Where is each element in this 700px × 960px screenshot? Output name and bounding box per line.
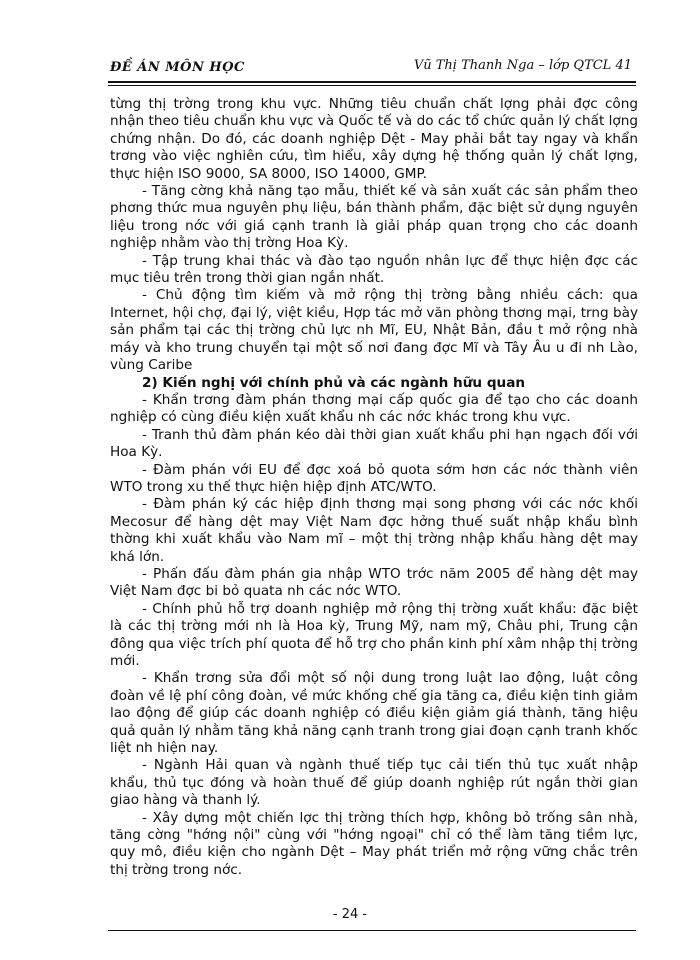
page-body [110,96,638,879]
header-document-title: ĐỀ ÁN MÔN HỌC [110,60,245,75]
header-author: Vũ Thị Thanh Nga – lớp QTCL 41 [413,58,632,73]
paragraph-labor-law: - Khẩn trơng sửa đổi một số nội dung trong luật lao động, luật công đoàn về lệ phí công đoàn, về mức khống chế gia tăng ca, điều kiện tinh giảm lao động để giúp các doanh nghiệp có điều kiện giảm giá thành, tăng hiệu quả quản lý nhằm tăng khả năng cạnh tranh trong giai đoạn cạnh tranh khốc liệt nh hiện nay. [110,670,638,757]
paragraph-human-resources: - Tập trung khai thác và đào tạo nguồn nhân lực để thực hiện đợc các mục tiêu trên trong thời gian ngắn nhất. [110,252,638,287]
paragraph-eu-negotiation: - Đàm phán với EU để đợc xoá bỏ quota sớm hơn các nớc thành viên WTO trong xu thế thực hiện hiệp định ATC/WTO. [110,461,638,495]
paragraph-trade-negotiation: - Khẩn trơng đàm phán thơng mại cấp quốc gia để tạo cho các doanh nghiệp có cùng điều kiện xuất khẩu nh các nớc khác trong khu vực. [110,391,638,426]
paragraph-government-support: - Chính phủ hỗ trợ doanh nghiệp mở rộng thị trờng xuất khẩu: đặc biệt là các thị trờng mới nh là Hoa kỳ, Trung Mỹ, nam mỹ, Châu phi, Trung cận đông qua việc trích phí quota để hỗ trợ cho phần kinh phí xâm nhập thị trờng mới. [110,600,638,669]
paragraph-wto-accession: - Phấn đấu đàm phán gia nhập WTO trớc năm 2005 để hàng dệt may Việt Nam đợc bi bỏ quata nh các nớc WTO. [110,565,638,600]
paragraph-customs-tax: - Ngành Hải quan và ngành thuế tiếp tục cải tiến thủ tục xuất nhập khẩu, thủ tục đóng và hoàn thuế để giúp doanh nghiệp rút ngắn thời gian giao hàng và thanh lý. [110,757,638,809]
paragraph-mecosur: - Đàm phán ký các hiệp định thơng mại song phơng với các nớc khối Mecosur để hàng dệt may Việt Nam đợc hởng thuế suất nhập khẩu bình thờng khi xuất khẩu vào Nam mĩ – một thị trờng nhập khẩu hàng dệt may khá lớn. [110,496,638,565]
paragraph-quota-free-export: - Tranh thủ đàm phán kéo dài thời gian xuất khẩu phi hạn ngạch đối với Hoa Kỳ. [110,426,638,461]
paragraph-design-capacity: - Tăng cờng khả năng tạo mẫu, thiết kế và sản xuất các sản phẩm theo phơng thức mua nguyên phụ liệu, bán thành phẩm, đặc biệt sử dụng nguyên liệu trong nớc với giá cạnh tranh là giải pháp quan trọng cho các doanh nghiệp nhằm vào thị trờng Hoa Kỳ. [110,183,638,252]
header-rule-thin [108,85,636,86]
paragraph-market-strategy: - Xây dựng một chiến lợc thị trờng thích hợp, không bỏ trống sân nhà, tăng cờng "hớng nội" cùng với "hớng ngoại" chỉ có thể làm tăng tiềm lực, quy mô, điều kiện cho ngành Dệt – May phát triển mở rộng vững chắc trên thị trờng trong nớc. [110,809,638,878]
paragraph-market-expansion: - Chủ động tìm kiếm và mở rộng thị trờng bằng nhiều cách: qua Internet, hội chợ, đại lý, việt kiều, Hợp tác mở văn phòng thơng mại, trng bày sản phẩm tại các thị trờng chủ lực nh Mĩ, EU, Nhật Bản, đầu t mở rộng nhà máy và kho trung chuyển tại một số nơi đang đợc Mĩ và Tây Âu u đi nh Lào, vùng Caribe [110,287,638,374]
paragraph-quality-standards: từng thị trờng trong khu vực. Những tiêu chuẩn chất lợng phải đợc công nhận theo tiêu chuẩn khu vực và Quốc tế và do các tổ chức quản lý chất lợng chứng nhận. Do đó, các doanh nghiệp Dệt - May phải bắt tay ngay và khẩn trơng vào việc nghiên cứu, tìm hiểu, xây dựng hệ thống quản lý chất lợng, thực hiện ISO 9000, SA 8000, ISO 14000, GMP. [110,96,638,182]
page-number: - 24 - [332,907,368,922]
footer-rule [108,930,636,931]
section-heading: 2) Kiến nghị với chính phủ và các ngành hữu quan [142,374,526,391]
header-rule-thick [108,81,636,83]
page-header [108,56,636,82]
